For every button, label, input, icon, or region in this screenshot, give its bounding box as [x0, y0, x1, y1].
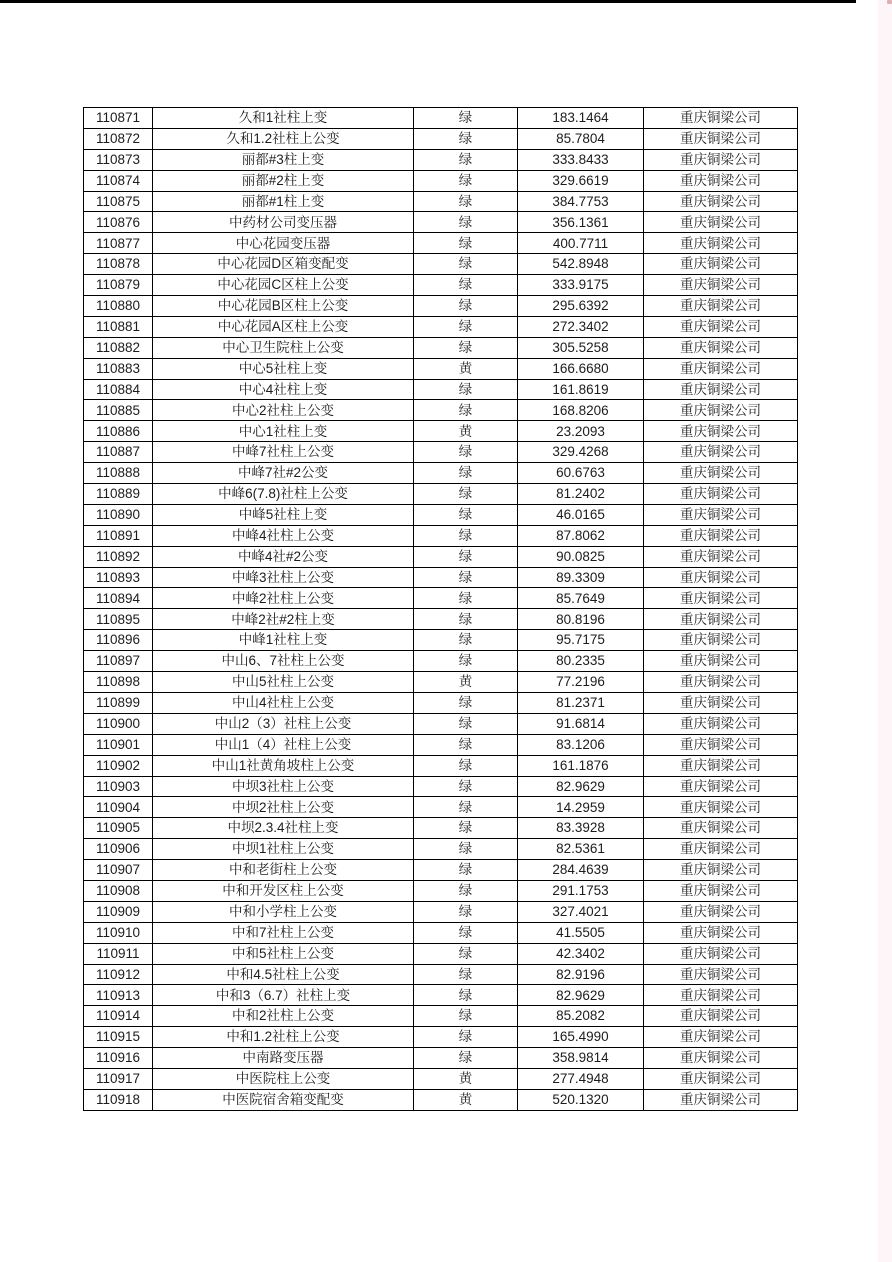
cell-status: 绿: [414, 1006, 518, 1027]
cell-status: 绿: [414, 713, 518, 734]
table-row: [84, 839, 798, 860]
cell-value: 85.2082: [518, 1006, 644, 1027]
cell-name: 中峰2社柱上公变: [153, 588, 414, 609]
cell-company: 重庆铜梁公司: [644, 337, 798, 358]
cell-value: 272.3402: [518, 316, 644, 337]
cell-status: 绿: [414, 692, 518, 713]
cell-value: 85.7649: [518, 588, 644, 609]
cell-name: 中峰6(7.8)社柱上公变: [153, 484, 414, 505]
cell-status: 绿: [414, 128, 518, 149]
cell-status: 黄: [414, 358, 518, 379]
cell-id: 110883: [84, 358, 153, 379]
cell-status: 绿: [414, 651, 518, 672]
cell-value: 165.4990: [518, 1027, 644, 1048]
cell-status: 绿: [414, 630, 518, 651]
cell-name: 中和5社柱上公变: [153, 943, 414, 964]
cell-name: 中山4社柱上公变: [153, 692, 414, 713]
cell-company: 重庆铜梁公司: [644, 672, 798, 693]
cell-status: 绿: [414, 964, 518, 985]
cell-name: 中心2社柱上公变: [153, 400, 414, 421]
cell-id: 110896: [84, 630, 153, 651]
cell-id: 110916: [84, 1048, 153, 1069]
cell-id: 110890: [84, 504, 153, 525]
cell-value: 358.9814: [518, 1048, 644, 1069]
cell-value: 90.0825: [518, 546, 644, 567]
table-body: [84, 108, 798, 1111]
cell-value: 542.8948: [518, 254, 644, 275]
table-row: [84, 1006, 798, 1027]
top-edge-bar: [0, 0, 856, 3]
cell-status: 绿: [414, 734, 518, 755]
cell-name: 中心5社柱上变: [153, 358, 414, 379]
cell-id: 110871: [84, 108, 153, 129]
cell-name: 中山2（3）社柱上公变: [153, 713, 414, 734]
cell-value: 329.6619: [518, 170, 644, 191]
table-row: [84, 316, 798, 337]
cell-id: 110905: [84, 818, 153, 839]
cell-id: 110900: [84, 713, 153, 734]
table-row: [84, 567, 798, 588]
cell-name: 中峰4社柱上公变: [153, 525, 414, 546]
cell-id: 110893: [84, 567, 153, 588]
cell-id: 110882: [84, 337, 153, 358]
cell-id: 110918: [84, 1089, 153, 1110]
transformer-table: [83, 107, 798, 1111]
red-speck: [887, 0, 892, 4]
cell-status: 绿: [414, 442, 518, 463]
cell-id: 110884: [84, 379, 153, 400]
cell-id: 110887: [84, 442, 153, 463]
cell-company: 重庆铜梁公司: [644, 755, 798, 776]
cell-company: 重庆铜梁公司: [644, 943, 798, 964]
table-row: [84, 149, 798, 170]
table-row: [84, 692, 798, 713]
table-row: [84, 337, 798, 358]
cell-id: 110914: [84, 1006, 153, 1027]
cell-company: 重庆铜梁公司: [644, 525, 798, 546]
cell-company: 重庆铜梁公司: [644, 254, 798, 275]
cell-id: 110917: [84, 1068, 153, 1089]
table-row: [84, 484, 798, 505]
cell-name: 中峰4社#2公变: [153, 546, 414, 567]
cell-status: 绿: [414, 901, 518, 922]
cell-name: 中峰1社柱上变: [153, 630, 414, 651]
cell-company: 重庆铜梁公司: [644, 358, 798, 379]
cell-name: 中坝1社柱上公变: [153, 839, 414, 860]
cell-value: 42.3402: [518, 943, 644, 964]
cell-value: 161.1876: [518, 755, 644, 776]
cell-company: 重庆铜梁公司: [644, 776, 798, 797]
table-row: [84, 546, 798, 567]
cell-name: 中心花园C区柱上公变: [153, 275, 414, 296]
cell-company: 重庆铜梁公司: [644, 275, 798, 296]
cell-status: 黄: [414, 672, 518, 693]
cell-company: 重庆铜梁公司: [644, 1006, 798, 1027]
cell-status: 绿: [414, 755, 518, 776]
table-row: [84, 943, 798, 964]
cell-company: 重庆铜梁公司: [644, 588, 798, 609]
cell-id: 110908: [84, 880, 153, 901]
cell-name: 中医院宿舍箱变配变: [153, 1089, 414, 1110]
cell-id: 110897: [84, 651, 153, 672]
cell-value: 277.4948: [518, 1068, 644, 1089]
cell-status: 绿: [414, 943, 518, 964]
table-row: [84, 296, 798, 317]
cell-id: 110903: [84, 776, 153, 797]
cell-status: 黄: [414, 1068, 518, 1089]
cell-id: 110889: [84, 484, 153, 505]
table-row: [84, 651, 798, 672]
cell-company: 重庆铜梁公司: [644, 734, 798, 755]
cell-company: 重庆铜梁公司: [644, 484, 798, 505]
cell-id: 110878: [84, 254, 153, 275]
cell-value: 91.6814: [518, 713, 644, 734]
cell-id: 110874: [84, 170, 153, 191]
cell-name: 中和小学柱上公变: [153, 901, 414, 922]
table-row: [84, 275, 798, 296]
cell-value: 77.2196: [518, 672, 644, 693]
table-row: [84, 860, 798, 881]
cell-status: 黄: [414, 1089, 518, 1110]
table-row: [84, 901, 798, 922]
cell-status: 绿: [414, 525, 518, 546]
table-row: [84, 191, 798, 212]
cell-name: 中心1社柱上变: [153, 421, 414, 442]
cell-id: 110911: [84, 943, 153, 964]
cell-value: 183.1464: [518, 108, 644, 129]
cell-status: 绿: [414, 1048, 518, 1069]
cell-id: 110907: [84, 860, 153, 881]
cell-id: 110895: [84, 609, 153, 630]
cell-company: 重庆铜梁公司: [644, 985, 798, 1006]
cell-value: 81.2371: [518, 692, 644, 713]
cell-status: 绿: [414, 797, 518, 818]
cell-id: 110891: [84, 525, 153, 546]
cell-name: 中山6、7社柱上公变: [153, 651, 414, 672]
cell-company: 重庆铜梁公司: [644, 191, 798, 212]
cell-name: 中和7社柱上公变: [153, 922, 414, 943]
cell-status: 绿: [414, 233, 518, 254]
cell-company: 重庆铜梁公司: [644, 504, 798, 525]
cell-status: 绿: [414, 296, 518, 317]
cell-name: 中心卫生院柱上公变: [153, 337, 414, 358]
cell-id: 110885: [84, 400, 153, 421]
cell-id: 110886: [84, 421, 153, 442]
cell-name: 丽都#1柱上变: [153, 191, 414, 212]
cell-id: 110876: [84, 212, 153, 233]
table-row: [84, 1027, 798, 1048]
cell-company: 重庆铜梁公司: [644, 316, 798, 337]
cell-name: 中南路变压器: [153, 1048, 414, 1069]
cell-company: 重庆铜梁公司: [644, 609, 798, 630]
table-row: [84, 525, 798, 546]
cell-company: 重庆铜梁公司: [644, 108, 798, 129]
cell-id: 110892: [84, 546, 153, 567]
cell-status: 绿: [414, 254, 518, 275]
table-row: [84, 755, 798, 776]
table-row: [84, 212, 798, 233]
table-row: [84, 1089, 798, 1110]
cell-value: 80.2335: [518, 651, 644, 672]
table-row: [84, 233, 798, 254]
cell-value: 85.7804: [518, 128, 644, 149]
table-row: [84, 504, 798, 525]
table-row: [84, 776, 798, 797]
right-edge-tint: [878, 0, 892, 1262]
cell-value: 82.9196: [518, 964, 644, 985]
cell-company: 重庆铜梁公司: [644, 922, 798, 943]
table-row: [84, 128, 798, 149]
cell-value: 168.8206: [518, 400, 644, 421]
table-row: [84, 922, 798, 943]
cell-value: 291.1753: [518, 880, 644, 901]
cell-status: 绿: [414, 818, 518, 839]
cell-name: 中和4.5社柱上公变: [153, 964, 414, 985]
cell-status: 绿: [414, 985, 518, 1006]
cell-company: 重庆铜梁公司: [644, 630, 798, 651]
cell-id: 110872: [84, 128, 153, 149]
cell-company: 重庆铜梁公司: [644, 651, 798, 672]
cell-status: 绿: [414, 463, 518, 484]
cell-id: 110875: [84, 191, 153, 212]
cell-name: 中心4社柱上变: [153, 379, 414, 400]
cell-value: 82.9629: [518, 985, 644, 1006]
cell-value: 327.4021: [518, 901, 644, 922]
cell-name: 中医院柱上公变: [153, 1068, 414, 1089]
cell-status: 绿: [414, 484, 518, 505]
cell-company: 重庆铜梁公司: [644, 400, 798, 421]
cell-status: 绿: [414, 170, 518, 191]
table-row: [84, 421, 798, 442]
cell-company: 重庆铜梁公司: [644, 212, 798, 233]
cell-id: 110909: [84, 901, 153, 922]
cell-status: 绿: [414, 567, 518, 588]
cell-value: 333.8433: [518, 149, 644, 170]
cell-id: 110904: [84, 797, 153, 818]
cell-company: 重庆铜梁公司: [644, 818, 798, 839]
cell-value: 305.5258: [518, 337, 644, 358]
cell-company: 重庆铜梁公司: [644, 797, 798, 818]
cell-status: 绿: [414, 860, 518, 881]
cell-value: 333.9175: [518, 275, 644, 296]
cell-name: 久和1社柱上变: [153, 108, 414, 129]
cell-value: 81.2402: [518, 484, 644, 505]
cell-value: 166.6680: [518, 358, 644, 379]
cell-company: 重庆铜梁公司: [644, 1027, 798, 1048]
cell-company: 重庆铜梁公司: [644, 463, 798, 484]
cell-value: 400.7711: [518, 233, 644, 254]
cell-status: 绿: [414, 400, 518, 421]
cell-company: 重庆铜梁公司: [644, 442, 798, 463]
cell-id: 110881: [84, 316, 153, 337]
table-row: [84, 672, 798, 693]
cell-value: 14.2959: [518, 797, 644, 818]
cell-value: 95.7175: [518, 630, 644, 651]
cell-status: 绿: [414, 504, 518, 525]
cell-status: 绿: [414, 839, 518, 860]
cell-name: 中峰7社柱上公变: [153, 442, 414, 463]
cell-status: 绿: [414, 546, 518, 567]
cell-value: 295.6392: [518, 296, 644, 317]
table-row: [84, 630, 798, 651]
cell-company: 重庆铜梁公司: [644, 880, 798, 901]
table-row: [84, 442, 798, 463]
cell-value: 83.3928: [518, 818, 644, 839]
cell-name: 中峰5社柱上变: [153, 504, 414, 525]
table-row: [84, 985, 798, 1006]
cell-id: 110873: [84, 149, 153, 170]
cell-status: 绿: [414, 108, 518, 129]
cell-value: 284.4639: [518, 860, 644, 881]
cell-name: 中和3（6.7）社柱上变: [153, 985, 414, 1006]
cell-name: 中心花园变压器: [153, 233, 414, 254]
cell-company: 重庆铜梁公司: [644, 567, 798, 588]
cell-name: 丽都#3柱上变: [153, 149, 414, 170]
cell-company: 重庆铜梁公司: [644, 901, 798, 922]
cell-status: 绿: [414, 880, 518, 901]
cell-name: 中心花园B区柱上公变: [153, 296, 414, 317]
table-row: [84, 964, 798, 985]
cell-company: 重庆铜梁公司: [644, 128, 798, 149]
table-row: [84, 108, 798, 129]
cell-company: 重庆铜梁公司: [644, 170, 798, 191]
table-row: [84, 880, 798, 901]
cell-name: 中药材公司变压器: [153, 212, 414, 233]
table-row: [84, 588, 798, 609]
cell-status: 绿: [414, 212, 518, 233]
cell-value: 161.8619: [518, 379, 644, 400]
cell-name: 中山5社柱上公变: [153, 672, 414, 693]
cell-status: 绿: [414, 149, 518, 170]
cell-id: 110888: [84, 463, 153, 484]
cell-value: 329.4268: [518, 442, 644, 463]
cell-status: 绿: [414, 316, 518, 337]
cell-value: 83.1206: [518, 734, 644, 755]
cell-id: 110913: [84, 985, 153, 1006]
table-row: [84, 400, 798, 421]
cell-value: 46.0165: [518, 504, 644, 525]
cell-name: 中坝2社柱上公变: [153, 797, 414, 818]
cell-id: 110915: [84, 1027, 153, 1048]
table-row: [84, 609, 798, 630]
cell-name: 中山1（4）社柱上公变: [153, 734, 414, 755]
cell-status: 黄: [414, 421, 518, 442]
cell-value: 89.3309: [518, 567, 644, 588]
cell-id: 110898: [84, 672, 153, 693]
cell-name: 中和2社柱上公变: [153, 1006, 414, 1027]
cell-value: 60.6763: [518, 463, 644, 484]
cell-company: 重庆铜梁公司: [644, 421, 798, 442]
cell-status: 绿: [414, 1027, 518, 1048]
cell-company: 重庆铜梁公司: [644, 149, 798, 170]
cell-value: 41.5505: [518, 922, 644, 943]
table-row: [84, 713, 798, 734]
table-row: [84, 379, 798, 400]
cell-value: 87.8062: [518, 525, 644, 546]
cell-name: 中心花园A区柱上公变: [153, 316, 414, 337]
cell-id: 110879: [84, 275, 153, 296]
cell-name: 久和1.2社柱上公变: [153, 128, 414, 149]
cell-value: 80.8196: [518, 609, 644, 630]
cell-id: 110910: [84, 922, 153, 943]
cell-value: 520.1320: [518, 1089, 644, 1110]
cell-name: 中心花园D区箱变配变: [153, 254, 414, 275]
cell-status: 绿: [414, 379, 518, 400]
cell-company: 重庆铜梁公司: [644, 860, 798, 881]
table-row: [84, 170, 798, 191]
cell-company: 重庆铜梁公司: [644, 546, 798, 567]
cell-id: 110877: [84, 233, 153, 254]
cell-id: 110901: [84, 734, 153, 755]
table-row: [84, 254, 798, 275]
cell-company: 重庆铜梁公司: [644, 1068, 798, 1089]
cell-value: 82.5361: [518, 839, 644, 860]
cell-company: 重庆铜梁公司: [644, 964, 798, 985]
cell-company: 重庆铜梁公司: [644, 1048, 798, 1069]
cell-name: 中峰3社柱上公变: [153, 567, 414, 588]
cell-status: 绿: [414, 588, 518, 609]
cell-id: 110880: [84, 296, 153, 317]
cell-value: 356.1361: [518, 212, 644, 233]
cell-company: 重庆铜梁公司: [644, 713, 798, 734]
cell-name: 中峰2社#2柱上变: [153, 609, 414, 630]
cell-company: 重庆铜梁公司: [644, 296, 798, 317]
cell-name: 中峰7社#2公变: [153, 463, 414, 484]
cell-id: 110894: [84, 588, 153, 609]
table-row: [84, 1068, 798, 1089]
cell-value: 384.7753: [518, 191, 644, 212]
cell-value: 23.2093: [518, 421, 644, 442]
cell-id: 110906: [84, 839, 153, 860]
cell-company: 重庆铜梁公司: [644, 839, 798, 860]
cell-company: 重庆铜梁公司: [644, 692, 798, 713]
cell-name: 中山1社黄角坡柱上公变: [153, 755, 414, 776]
cell-status: 绿: [414, 191, 518, 212]
cell-status: 绿: [414, 776, 518, 797]
table-row: [84, 1048, 798, 1069]
cell-name: 中和老街柱上公变: [153, 860, 414, 881]
table-row: [84, 358, 798, 379]
cell-name: 中和开发区柱上公变: [153, 880, 414, 901]
cell-value: 82.9629: [518, 776, 644, 797]
cell-status: 绿: [414, 337, 518, 358]
cell-status: 绿: [414, 275, 518, 296]
cell-id: 110899: [84, 692, 153, 713]
cell-status: 绿: [414, 609, 518, 630]
cell-status: 绿: [414, 922, 518, 943]
cell-name: 中坝3社柱上公变: [153, 776, 414, 797]
cell-id: 110912: [84, 964, 153, 985]
cell-name: 中坝2.3.4社柱上变: [153, 818, 414, 839]
cell-company: 重庆铜梁公司: [644, 1089, 798, 1110]
cell-id: 110902: [84, 755, 153, 776]
table-row: [84, 797, 798, 818]
cell-name: 中和1.2社柱上公变: [153, 1027, 414, 1048]
table-row: [84, 463, 798, 484]
cell-name: 丽都#2柱上变: [153, 170, 414, 191]
cell-company: 重庆铜梁公司: [644, 233, 798, 254]
table-row: [84, 734, 798, 755]
table-row: [84, 818, 798, 839]
cell-company: 重庆铜梁公司: [644, 379, 798, 400]
